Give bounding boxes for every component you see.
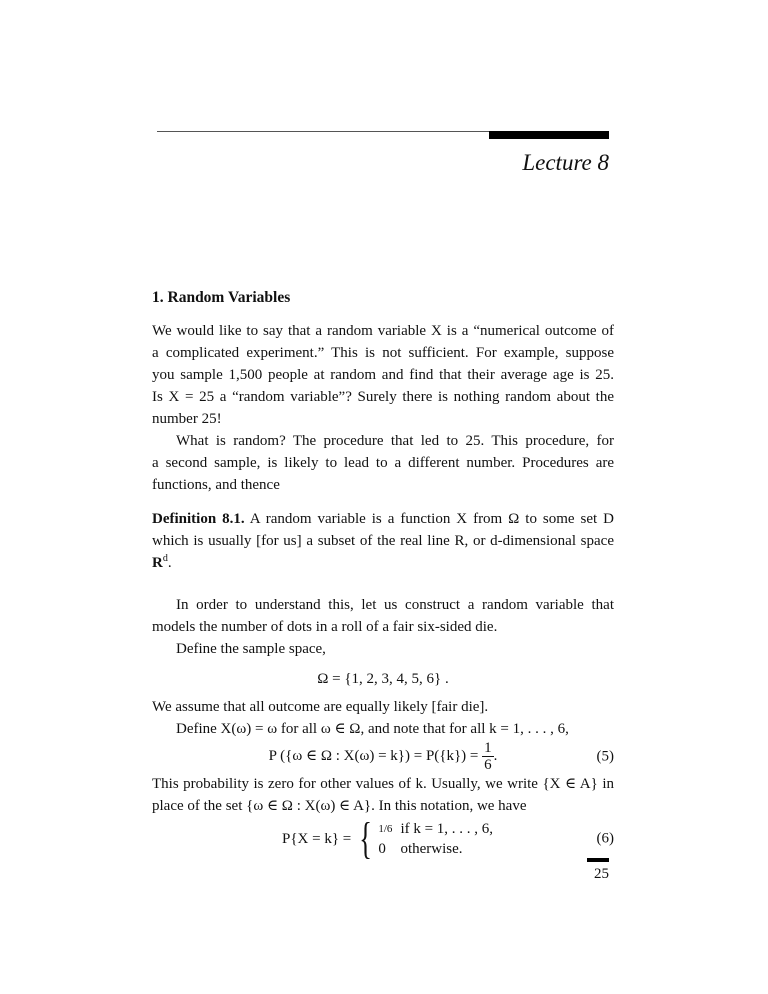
line: a complicated experiment.” This is not sufficient. For example, suppose xyxy=(152,345,614,361)
paragraph-5 xyxy=(152,696,614,740)
line: you sample 1,500 people at random and find that their average age is 25. xyxy=(152,367,614,383)
line: Define X(ω) = ω for all ω ∈ Ω, and note that for all k = 1, . . . , 6, xyxy=(176,721,569,737)
equation-lhs: P ({ω ∈ Ω : X(ω) = k}) = P({k}) = xyxy=(268,747,479,764)
definition-label: Definition 8.1. xyxy=(152,511,245,527)
equation-omega: Ω = {1, 2, 3, 4, 5, 6} . xyxy=(317,671,449,687)
line: R xyxy=(152,555,163,571)
line: In order to understand this, let us construct a random variable that xyxy=(176,597,614,613)
numerator: 1 xyxy=(484,740,492,756)
case-condition: if k = 1, . . . , 6, xyxy=(400,821,494,837)
line: This probability is zero for other values of k. Usually, we write {X ∈ A} in xyxy=(152,776,614,792)
line: A random variable is a function X from Ω to some set D xyxy=(249,511,614,527)
line: What is random? The procedure that led to 25. This procedure, for xyxy=(176,433,614,449)
cases-table xyxy=(376,819,499,859)
case-value: 0 xyxy=(378,841,386,857)
page-number: 25 xyxy=(594,866,609,882)
equation-6 xyxy=(152,814,614,863)
header-bar xyxy=(489,131,609,139)
line: number 25! xyxy=(152,411,222,427)
body-flow xyxy=(152,287,614,861)
superscript: d xyxy=(162,553,168,564)
line: place of the set {ω ∈ Ω : X(ω) ∈ A}. In this notation, we have xyxy=(152,798,527,814)
paragraph-7 xyxy=(152,773,614,817)
lecture-title: Lecture 8 xyxy=(522,150,609,175)
equation-lhs: P{X = k} = xyxy=(282,830,352,847)
fraction xyxy=(482,740,494,773)
equation-number-5: (5) xyxy=(596,748,614,764)
equation-5 xyxy=(152,740,614,773)
period: . xyxy=(167,555,172,571)
paragraph-1 xyxy=(152,320,614,430)
denominator: 6 xyxy=(484,757,492,773)
line: Define the sample space, xyxy=(176,641,326,657)
line: Is X = 25 a “random variable”? Surely there is nothing random about the xyxy=(152,389,614,405)
brace: { xyxy=(359,814,373,863)
line: models the number of dots in a roll of a fair six-sided die. xyxy=(152,619,498,635)
case-condition: otherwise. xyxy=(400,841,463,857)
cases xyxy=(282,814,499,863)
case-value: 1/6 xyxy=(378,823,393,835)
line: functions, and thence xyxy=(152,477,280,493)
equation-number-6: (6) xyxy=(596,830,614,847)
page-number-bar xyxy=(587,858,609,862)
period: . xyxy=(493,747,498,764)
definition xyxy=(152,508,614,574)
line: We assume that all outcome are equally likely [fair die]. xyxy=(152,699,489,715)
paragraph-2 xyxy=(152,430,614,496)
line: which is usually [for us] a subset of the real line R, or d-dimensional space xyxy=(152,533,614,549)
section-heading: 1. Random Variables xyxy=(152,289,291,306)
paragraph-3 xyxy=(152,594,614,660)
line: a second sample, is likely to lead to a different number. Procedures are xyxy=(152,455,614,471)
line: We would like to say that a random variable X is a “numerical outcome of xyxy=(152,323,614,339)
